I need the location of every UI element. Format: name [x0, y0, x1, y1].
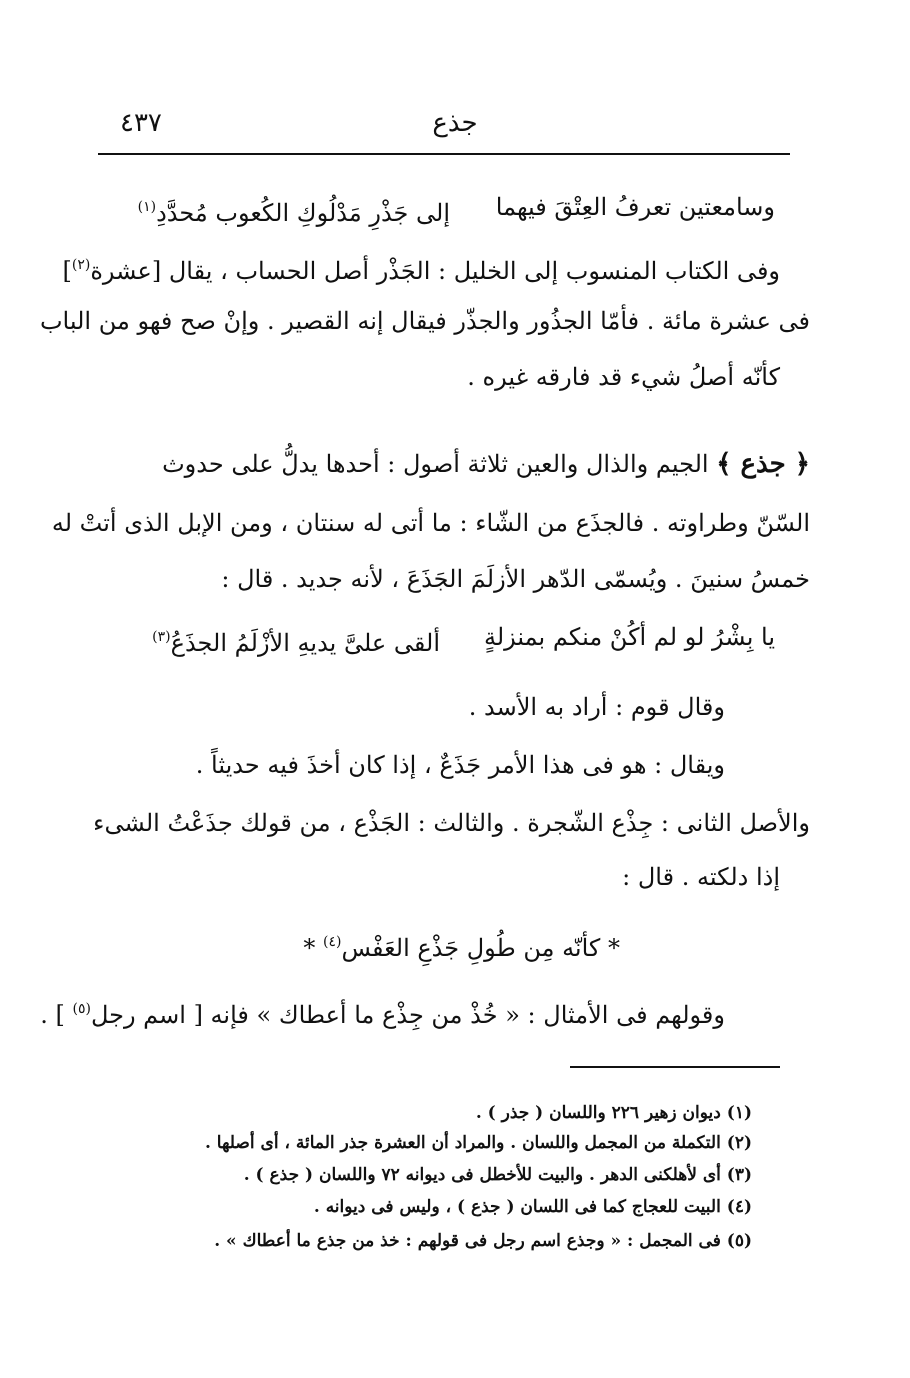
running-head-title: جذع: [432, 108, 478, 138]
text-line-2: فى عشرة مائة . فأمّا الجذُور والجذّر فيقال إنه القصير . وإنْ صح فهو من الباب: [39, 307, 810, 335]
footnote-rule: [570, 1066, 780, 1068]
footnote-2: (٢) التكملة من المجمل واللسان . والمراد أن العشرة جذر المائة ، أى أصلها .: [204, 1133, 752, 1153]
proverb-bracket: ] .: [40, 1001, 73, 1029]
entry-line-2: السّنّ وطراوته . فالجذَع من الشّاء : ما أتى له سنتان ، ومن الإبل الذى أتتْ له: [51, 509, 810, 537]
footnote-marker-4: (٤): [322, 934, 342, 950]
entry-heading: ﴿ جذع ﴾: [716, 449, 810, 479]
entry-line-1-text: الجيم والذال والعين ثلاثة أصول : أحدها يدلُّ على حدوث: [162, 450, 709, 478]
text-line-3: كأنّه أصلُ شيء قد فارقه غيره .: [467, 363, 780, 391]
body-line-4: إذا دلكته . قال :: [622, 863, 780, 891]
verse1-left-text: إلى جَذْرِ مَدْلُوكِ الكُعوب مُحدَّدِ: [156, 199, 450, 227]
verse1-left-hemistich: [138, 190, 450, 230]
body-line-1: وقال قوم : أراد به الأسد .: [468, 693, 725, 721]
text-line-1-body: وفى الكتاب المنسوب إلى الخليل : الجَذْر أصل الحساب ، يقال [عشرة: [90, 257, 780, 285]
footnote-marker-2: (٢): [71, 257, 91, 273]
entry-line-1: [162, 447, 810, 481]
text-line-1-bracket: ]: [62, 257, 72, 285]
footnote-1: (١) ديوان زهير ٢٢٦ واللسان ( جذر ) .: [475, 1103, 752, 1123]
proverb-line: [40, 992, 725, 1032]
verse2-left-hemistich: [152, 620, 440, 660]
footnote-marker-1: (١): [137, 199, 157, 215]
hemistich-star-right: *: [608, 934, 620, 962]
text-line-1: [62, 248, 780, 288]
footnote-3: (٣) أى لأهلكنى الدهر . والبيت للأخطل فى ديوانه ٧٢ واللسان ( جذع ) .: [243, 1165, 752, 1185]
hemistich-line: [303, 925, 620, 965]
footnote-4: (٤) البيت للعجاج كما فى اللسان ( جذع ) ، وليس فى ديوانه .: [313, 1197, 752, 1217]
verse2-left-text: ألقى علىَّ يديهِ الأزْلَمُ الجذَعُ: [170, 629, 440, 657]
footnote-5: (٥) فى المجمل : « وجذع اسم رجل فى قولهم : خذ من جذع ما أعطاك » .: [214, 1231, 752, 1251]
verse1-right-text: وسامعتين تعرفُ العِتْقَ فيهما: [495, 193, 775, 221]
entry-line-3: خمسُ سنينَ . ويُسمّى الدّهر الأزلَمَ الجَذَعَ ، لأنه جديد . قال :: [221, 565, 810, 593]
verse1-right-hemistich: [496, 190, 775, 224]
hemistich-star-left: *: [303, 934, 316, 962]
body-line-3: والأصل الثانى : جِذْع الشّجرة . والثالث : الجَذْع ، من قولك جذَعْتُ الشىء: [93, 809, 810, 837]
footnote-marker-5: (٥): [72, 1001, 91, 1017]
body-line-2: ويقال : هو فى هذا الأمر جَذَعٌ ، إذا كان أخذَ فيه حديثاً .: [195, 751, 725, 779]
footnote-marker-3: (٣): [152, 629, 171, 645]
page-number: ٤٣٧: [120, 108, 162, 138]
header-rule: [98, 153, 790, 155]
proverb-text: وقولهم فى الأمثال : « خُذْ من جِذْع ما أعطاك » فإنه [ اسم رجل: [90, 1001, 725, 1029]
verse2-right-hemistich: يا بِشْرُ لو لم أكُنْ منكم بمنزلةٍ: [484, 623, 775, 651]
hemistich-text: كأنّه مِن طُولِ جَذْعِ العَفْس: [341, 934, 601, 962]
